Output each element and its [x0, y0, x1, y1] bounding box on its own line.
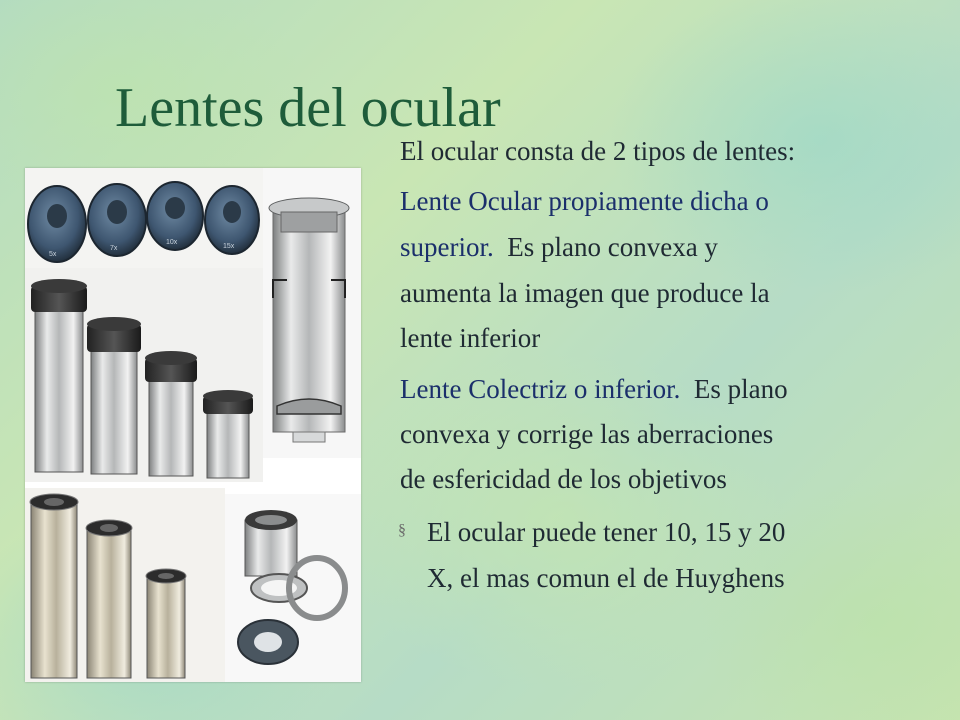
svg-text:5x: 5x — [49, 251, 57, 258]
intro-text: El ocular consta de 2 tipos de lentes: — [400, 136, 796, 166]
lens-type-label: superior. — [400, 232, 494, 262]
slide-title: Lentes del ocular — [115, 77, 501, 139]
paragraph1-spacer — [494, 232, 508, 262]
eyepiece-lenses-photo — [25, 168, 361, 682]
eyepiece-icon — [87, 317, 141, 474]
paragraph1-line: Lente Ocular propiamente dicha o — [400, 186, 769, 216]
paragraph1-line — [400, 229, 718, 266]
eyepiece-icon — [31, 279, 87, 472]
paragraph1-line: aumenta la imagen que produce la — [400, 278, 770, 308]
paragraph1-line: lente inferior — [400, 323, 541, 353]
lens-cap-icon — [28, 186, 86, 262]
bullet-line: X, el mas comun el de Huyghens — [427, 563, 785, 593]
lens-type-label: Lente Colectriz o inferior. — [400, 374, 681, 404]
eyepiece-icon — [146, 569, 186, 678]
lens-description: Es plano — [693, 374, 788, 404]
eyepiece-icon — [86, 520, 132, 678]
eyepiece-cross-section-icon — [269, 198, 349, 442]
lens-cap-icon — [147, 182, 203, 250]
paragraph2-spacer — [680, 374, 694, 404]
bullet-icon: § — [398, 522, 406, 539]
paragraph2-line — [400, 371, 788, 408]
lens-cap-icon — [205, 186, 259, 254]
lens-description: Es plano convexa y — [507, 232, 718, 262]
eyepiece-icon — [145, 351, 197, 476]
svg-text:10x: 10x — [166, 239, 178, 246]
svg-text:15x: 15x — [223, 243, 235, 250]
paragraph2-line: convexa y corrige las aberraciones — [400, 419, 774, 449]
eyepiece-icon — [203, 390, 253, 478]
lens-cap-icon — [88, 184, 146, 256]
bullet-line: El ocular puede tener 10, 15 y 20 — [427, 517, 786, 547]
eyepiece-icon — [30, 494, 78, 678]
svg-text:7x: 7x — [110, 245, 118, 252]
paragraph2-line: de esfericidad de los objetivos — [400, 464, 727, 494]
